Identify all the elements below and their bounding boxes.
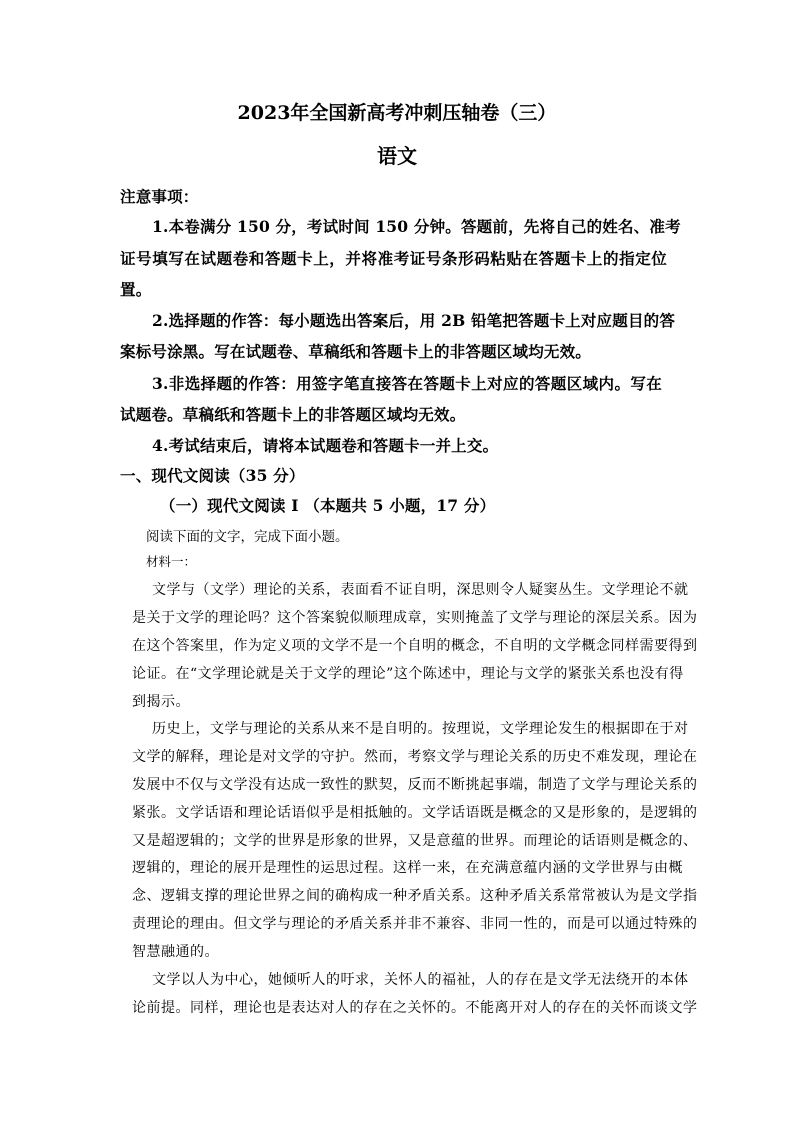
exam-title: 2023年全国新高考冲刺压轴卷（三）: [237, 102, 557, 124]
passage-p3-line-1: 文学以人为中心，她倾听人的吁求，关怀人的福祉，人的存在是文学无法绕开的本体: [152, 972, 689, 988]
section-heading: 一、现代文阅读（35 分）: [120, 466, 305, 485]
notice-heading: 注意事项：: [120, 187, 199, 206]
material-label: 材料一：: [146, 554, 197, 569]
passage-p2-line-3: 发展中不仅与文学没有达成一致性的默契，反而不断挑起事端，制造了文学与理论关系的: [132, 777, 698, 793]
passage-p1-line-2: 是关于文学的理论吗？这个答案貌似顺理成章，实则掩盖了文学与理论的深层关系。因为: [132, 610, 698, 626]
passage-p1-line-5: 到揭示。: [132, 694, 190, 710]
passage-p2-line-4: 紧张。文学话语和理论话语似乎是相抵触的。文学话语既是概念的又是形象的，是逻辑的: [132, 805, 698, 821]
notice-item-3-line-1: 3.非选择题的作答：用签字笔直接答在答题卡上对应的答题区域内。写在: [152, 374, 662, 393]
notice-item-1-line-3: 置。: [120, 280, 152, 299]
notice-item-1-line-2: 证号填写在试题卷和答题卡上，并将准考证号条形码粘贴在答题卡上的指定位: [120, 249, 667, 268]
notice-item-4-line-1: 4.考试结束后，请将本试题卷和答题卡一并上交。: [152, 436, 499, 455]
notice-item-1-line-1: 1.本卷满分 150 分，考试时间 150 分钟。答题前，先将自己的姓名、准考: [152, 217, 681, 236]
passage-p1-line-3: 在这个答案里，作为定义项的文学不是一个自明的概念，不自明的文学概念同样需要得到: [132, 638, 698, 654]
passage-p3-line-2: 论前提。同样，理论也是表达对人的存在之关怀的。不能离开对人的存在的关怀而谈文学: [132, 1000, 698, 1016]
passage-p2-line-1: 历史上，文学与理论的关系从来不是自明的。按理说，文学理论发生的根据即在于对: [152, 721, 689, 737]
passage-p2-line-9: 智慧融通的。: [132, 944, 219, 960]
passage-p2-line-8: 责理论的理由。但文学与理论的矛盾关系并非不兼容、非同一性的，而是可以通过特殊的: [132, 916, 698, 932]
subject-title: 语文: [377, 144, 417, 168]
reading-instruction: 阅读下面的文字，完成下面小题。: [146, 529, 349, 545]
notice-item-2-line-2: 案标号涂黑。写在试题卷、草稿纸和答题卡上的非答题区域均无效。: [120, 342, 592, 361]
passage-p2-line-7: 念、逻辑支撑的理论世界之间的确构成一种矛盾关系。这种矛盾关系常常被认为是文学指: [132, 888, 698, 904]
passage-p2-line-5: 又是超逻辑的；文学的世界是形象的世界，又是意蕴的世界。而理论的话语则是概念的、: [132, 833, 698, 849]
passage-p2-line-6: 逻辑的，理论的展开是理性的运思过程。这样一来，在充满意蕴内涵的文学世界与由概: [132, 860, 683, 876]
notice-item-3-line-2: 试题卷。草稿纸和答题卡上的非答题区域均无效。: [120, 405, 466, 424]
subsection-heading: （一）现代文阅读 I （本题共 5 小题，17 分）: [160, 496, 496, 515]
passage-p1-line-1: 文学与（文学）理论的关系，表面看不证自明，深思则令人疑窦丛生。文学理论不就: [152, 582, 689, 598]
passage-p2-line-2: 文学的解释，理论是对文学的守护。然而，考察文学与理论关系的历史不难发现，理论在: [132, 749, 698, 765]
notice-item-2-line-1: 2.选择题的作答：每小题选出答案后，用 2B 铅笔把答题卡上对应题目的答: [152, 311, 676, 330]
passage-p1-line-4: 论证。在“文学理论就是关于文学的理论”这个陈述中，理论与文学的紧张关系也没有得: [132, 666, 684, 682]
